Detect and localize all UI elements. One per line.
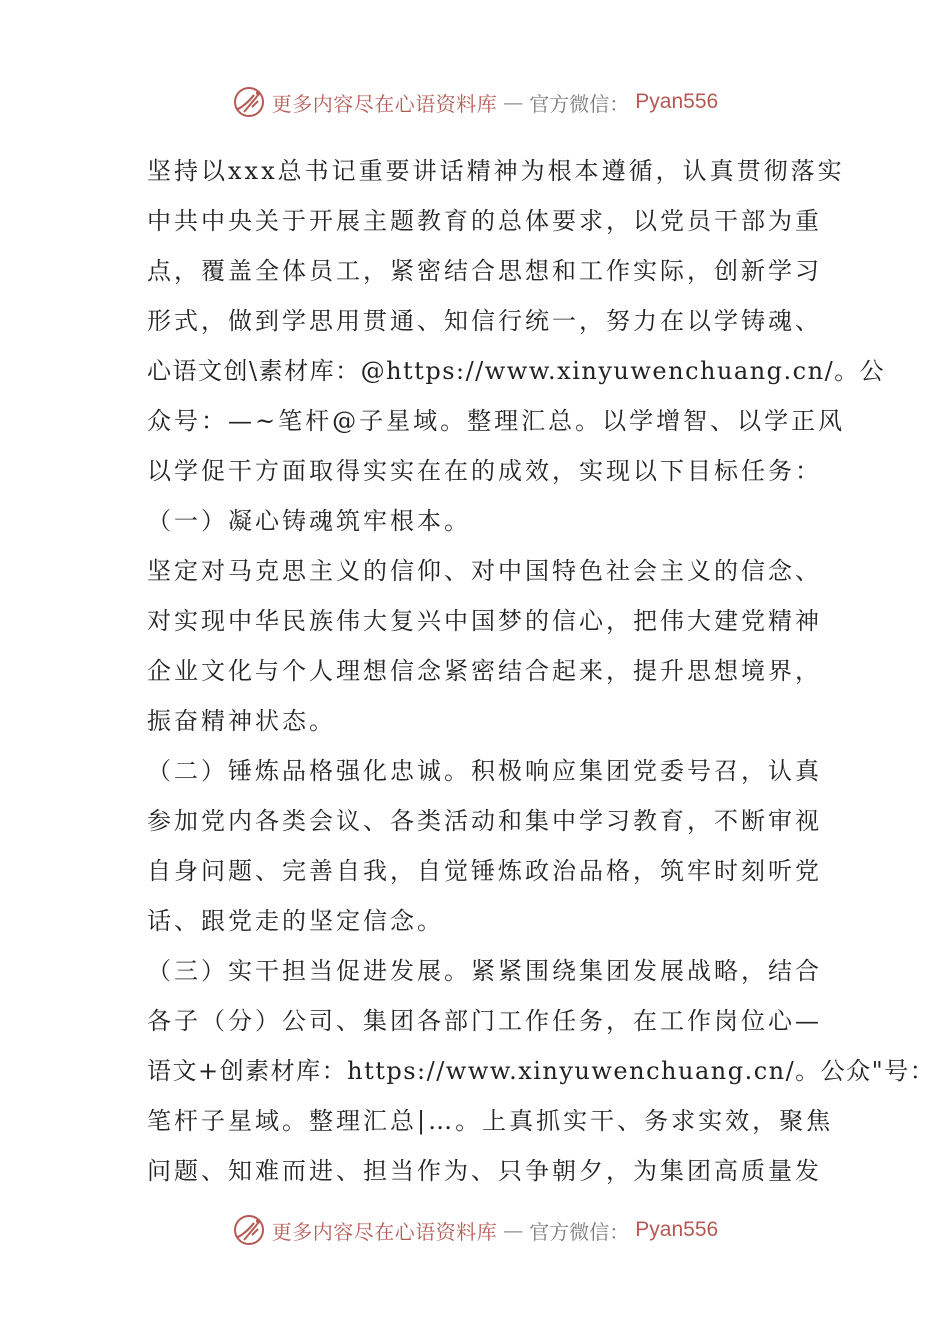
body-line-10: 对实现中华民族伟大复兴中国梦的信心，把伟大建党精神 bbox=[147, 607, 822, 635]
body-line-16: 话、跟党走的坚定信念。 bbox=[147, 907, 444, 935]
body-line-2: 中共中央关于开展主题教育的总体要求，以党员干部为重 bbox=[147, 207, 822, 235]
body-line-14: 参加党内各类会议、各类活动和集中学习教育，不断审视 bbox=[147, 807, 822, 835]
body-line-5: 心语文创\素材库：@https://www.xinyuwenchuang.cn/。公 bbox=[147, 357, 886, 385]
section-heading-3: （三）实干担当促进发展。紧紧围绕集团发展战略，结合 bbox=[147, 957, 822, 985]
body-line-4: 形式，做到学思用贯通、知信行统一，努力在以学铸魂、 bbox=[147, 307, 822, 335]
footer-site-text: 更多内容尽在心语资料库 bbox=[271, 1219, 498, 1244]
footer-banner-content bbox=[232, 1213, 718, 1247]
header-wechat-label: 官方微信： bbox=[529, 91, 630, 116]
body-line-19: 语文+创素材库：https://www.xinyuwenchuang.cn/。公众"号： bbox=[147, 1057, 936, 1085]
body-line-9: 坚定对马克思主义的信仰、对中国特色社会主义的信念、 bbox=[147, 557, 822, 585]
footer-dash: — bbox=[503, 1218, 524, 1242]
footer-banner bbox=[0, 1210, 950, 1250]
section-heading-1: （一）凝心铸魂筑牢根本。 bbox=[147, 507, 471, 535]
body-line-12: 振奋精神状态。 bbox=[147, 707, 336, 735]
footer-wechat-label: 官方微信： bbox=[529, 1219, 630, 1244]
body-line-20: 笔杆子星域。整理汇总|…。上真抓实干、务求实效，聚焦 bbox=[147, 1107, 834, 1135]
body-line-3: 点，覆盖全体员工，紧密结合思想和工作实际，创新学习 bbox=[147, 257, 822, 285]
footer-wechat-id: Pyan556 bbox=[635, 1218, 719, 1241]
pen-logo-icon bbox=[232, 1213, 266, 1247]
body-line-11: 企业文化与个人理想信念紧密结合起来，提升思想境界， bbox=[147, 657, 822, 685]
document-body bbox=[147, 146, 936, 1196]
body-line-15: 自身问题、完善自我，自觉锤炼政治品格，筑牢时刻听党 bbox=[147, 857, 822, 885]
body-line-21: 问题、知难而进、担当作为、只争朝夕，为集团高质量发 bbox=[147, 1157, 822, 1185]
header-banner-content bbox=[232, 85, 718, 119]
header-site-text: 更多内容尽在心语资料库 bbox=[271, 91, 498, 116]
header-dash: — bbox=[503, 90, 524, 114]
section-heading-2: （二）锤炼品格强化忠诚。积极响应集团党委号召，认真 bbox=[147, 757, 822, 785]
pen-logo-icon bbox=[232, 85, 266, 119]
body-line-7: 以学促干方面取得实实在在的成效，实现以下目标任务： bbox=[147, 457, 822, 485]
body-line-18: 各子（分）公司、集团各部门工作任务，在工作岗位心— bbox=[147, 1007, 822, 1035]
header-banner bbox=[0, 82, 950, 122]
body-line-6: 众号：—~笔杆@子星域。整理汇总。以学增智、以学正风 bbox=[147, 407, 846, 435]
body-line-1: 坚持以xxx总书记重要讲话精神为根本遵循，认真贯彻落实 bbox=[147, 157, 845, 185]
header-wechat-id: Pyan556 bbox=[635, 90, 719, 113]
